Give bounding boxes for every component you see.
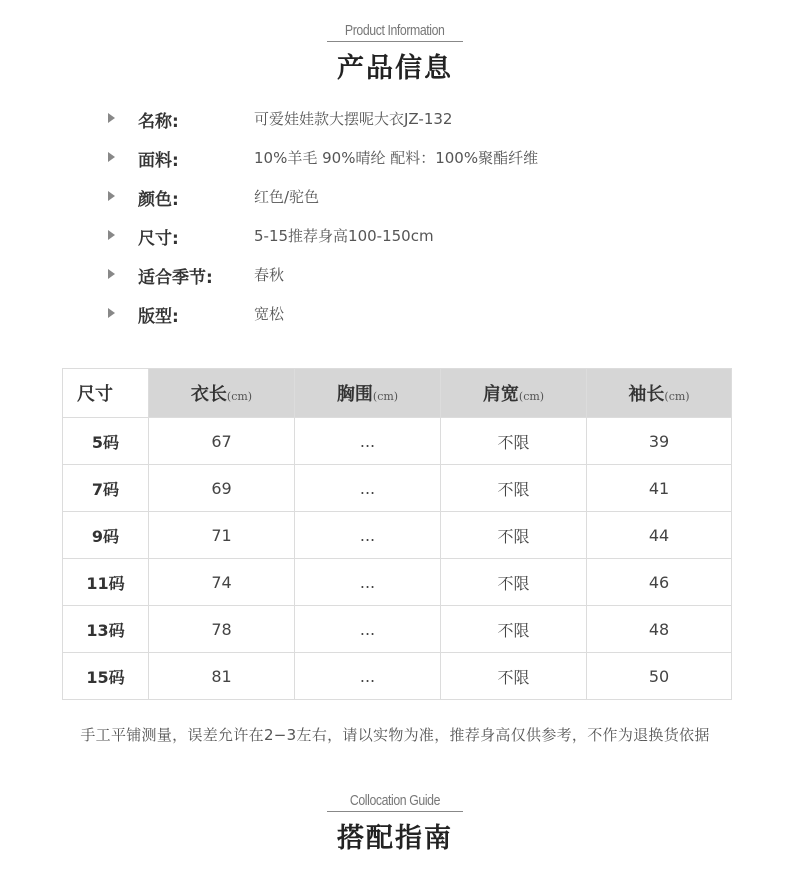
cell-size: 9码: [63, 512, 149, 559]
cell-size: 11码: [63, 559, 149, 606]
cell-chest: ...: [295, 653, 441, 700]
cell-chest: ...: [295, 606, 441, 653]
cell-length: 71: [149, 512, 295, 559]
info-value: 宽松: [254, 305, 285, 323]
info-row-color: [108, 184, 708, 223]
cell-shoulder: 不限: [441, 418, 587, 465]
product-info-list: [108, 106, 708, 340]
info-label: 版型:: [138, 307, 179, 327]
info-row-size: [108, 223, 708, 262]
cell-shoulder: 不限: [441, 606, 587, 653]
header-divider: [327, 811, 463, 812]
info-value: 10%羊毛 90%晴纶 配料：100%聚酯纤维: [254, 149, 539, 167]
header-size: 尺寸: [63, 369, 149, 418]
info-value: 春秋: [254, 266, 285, 284]
cell-chest: ...: [295, 465, 441, 512]
product-info-title-en: Product Information: [345, 22, 445, 39]
cell-size: 13码: [63, 606, 149, 653]
collocation-title-en: Collocation Guide: [349, 792, 441, 809]
cell-length: 67: [149, 418, 295, 465]
cell-shoulder: 不限: [441, 559, 587, 606]
table-row: [63, 465, 732, 512]
triangle-right-icon: [108, 152, 115, 162]
info-label: 适合季节:: [138, 268, 213, 288]
triangle-right-icon: [108, 269, 115, 279]
cell-length: 78: [149, 606, 295, 653]
header-shoulder: 肩宽(cm): [441, 369, 587, 418]
header-sleeve: 袖长(cm): [587, 369, 732, 418]
info-value: 可爱娃娃款大摆呢大衣JZ-132: [254, 110, 453, 128]
info-value: 5-15推荐身高100-150cm: [254, 227, 434, 245]
table-row: [63, 512, 732, 559]
triangle-right-icon: [108, 230, 115, 240]
cell-chest: ...: [295, 418, 441, 465]
measurement-note: 手工平铺测量，误差允许在2−3左右，请以实物为准，推荐身高仅供参考，不作为退换货依据: [80, 726, 710, 744]
cell-sleeve: 41: [587, 465, 732, 512]
table-row: [63, 653, 732, 700]
triangle-right-icon: [108, 308, 115, 318]
cell-length: 81: [149, 653, 295, 700]
header-chest: 胸围(cm): [295, 369, 441, 418]
table-row: [63, 559, 732, 606]
cell-length: 74: [149, 559, 295, 606]
header-length: 衣长(cm): [149, 369, 295, 418]
info-row-fit: [108, 301, 708, 340]
cell-size: 7码: [63, 465, 149, 512]
table-row: [63, 606, 732, 653]
cell-chest: ...: [295, 559, 441, 606]
info-label: 面料:: [138, 151, 179, 171]
info-row-name: [108, 106, 708, 145]
cell-sleeve: 48: [587, 606, 732, 653]
info-value: 红色/驼色: [254, 188, 320, 206]
cell-sleeve: 39: [587, 418, 732, 465]
table-row: [63, 418, 732, 465]
cell-chest: ...: [295, 512, 441, 559]
collocation-header: [0, 790, 790, 855]
triangle-right-icon: [108, 113, 115, 123]
size-table-header: [63, 369, 732, 418]
info-label: 尺寸:: [138, 229, 179, 249]
size-table: [62, 368, 732, 700]
triangle-right-icon: [108, 191, 115, 201]
cell-sleeve: 46: [587, 559, 732, 606]
cell-sleeve: 44: [587, 512, 732, 559]
header-divider: [327, 41, 463, 42]
info-row-fabric: [108, 145, 708, 184]
cell-size: 15码: [63, 653, 149, 700]
cell-length: 69: [149, 465, 295, 512]
info-label: 颜色:: [138, 190, 179, 210]
cell-shoulder: 不限: [441, 465, 587, 512]
info-label: 名称:: [138, 112, 179, 132]
cell-size: 5码: [63, 418, 149, 465]
product-info-header: [0, 20, 790, 85]
product-info-title-cn: 产品信息: [337, 53, 453, 84]
cell-sleeve: 50: [587, 653, 732, 700]
info-row-season: [108, 262, 708, 301]
collocation-title-cn: 搭配指南: [337, 823, 453, 854]
cell-shoulder: 不限: [441, 512, 587, 559]
cell-shoulder: 不限: [441, 653, 587, 700]
